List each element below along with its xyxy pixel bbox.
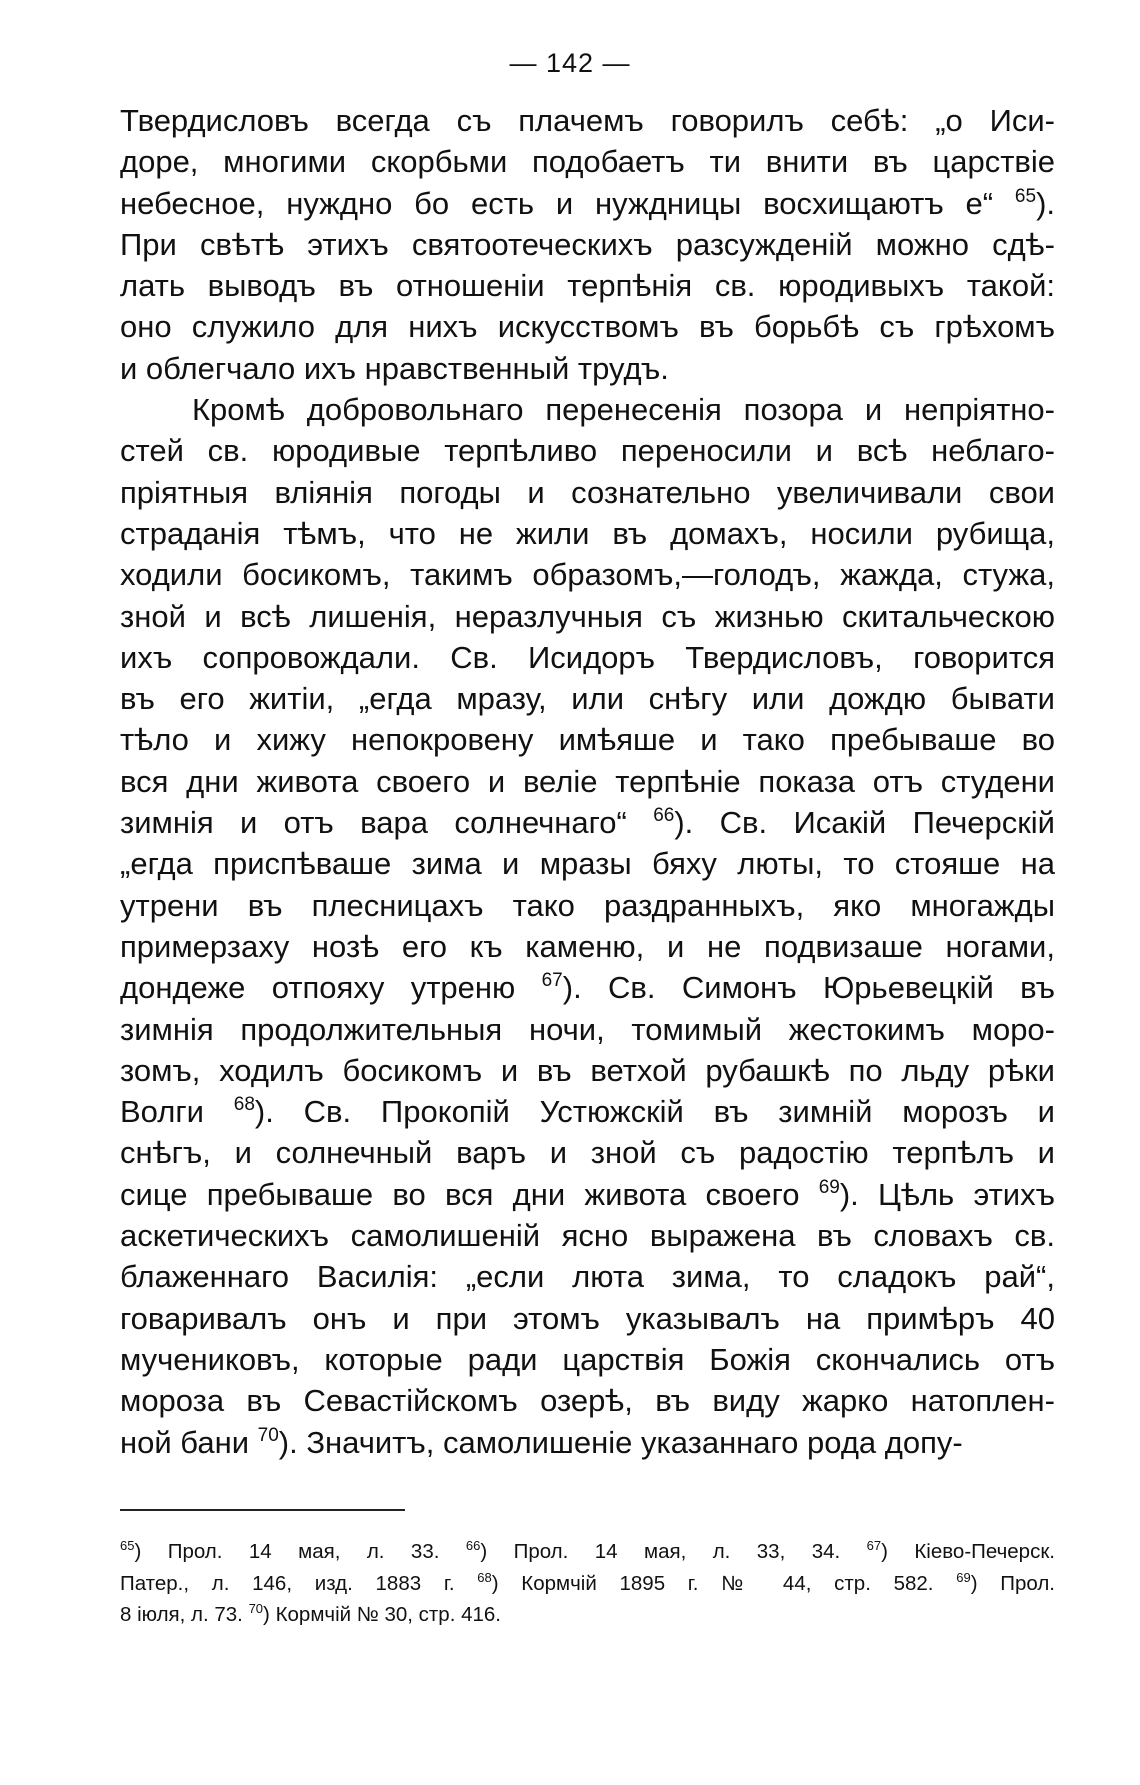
text-run: зной и всѣ лишенія, неразлучныя съ жизнью скитальческою — [120, 598, 1055, 634]
text-run: ) Прол. 14 мая, л. 33. — [134, 1540, 466, 1563]
footnote-marker: 67 — [866, 1538, 882, 1553]
text-line — [120, 1009, 1055, 1050]
text-run: стей св. юродивые терпѣливо переносили и всѣ неблаго- — [120, 433, 1055, 469]
text-run: Волги — [120, 1094, 234, 1130]
text-line — [120, 306, 1055, 347]
text-line — [120, 513, 1055, 554]
text-line — [120, 348, 1055, 389]
text-line — [120, 678, 1055, 719]
text-run: оно служило для нихъ искусствомъ въ борьбѣ съ грѣхомъ — [120, 309, 1055, 345]
text-run: ) Кормчій № 30, стр. 416. — [263, 1603, 501, 1626]
text-run: ихъ сопровождали. Св. Исидоръ Твердисловъ, говорится — [120, 639, 1055, 675]
text-line — [120, 1256, 1055, 1297]
text-run: лать выводъ въ отношеніи терпѣнія св. юродивыхъ такой: — [120, 268, 1055, 304]
text-line — [120, 1215, 1055, 1256]
text-line — [120, 183, 1055, 224]
text-run: и облегчало ихъ нравственный трудъ. — [120, 350, 669, 386]
footnote-marker: 65 — [120, 1538, 135, 1553]
text-run: мороза въ Севастійскомъ озерѣ, въ виду жарко натоплен- — [120, 1383, 1055, 1419]
text-run: ). Св. Прокопій Устюжскій въ зимній морозъ и — [254, 1094, 1055, 1130]
main-text — [120, 100, 1055, 1463]
text-line — [120, 265, 1055, 306]
text-line — [120, 1380, 1055, 1421]
text-line — [120, 554, 1055, 595]
text-line — [120, 1422, 1055, 1463]
text-run: 8 іюля, л. 73. — [120, 1603, 249, 1626]
footnote-marker: 66 — [465, 1538, 481, 1553]
text-line — [120, 389, 1055, 430]
text-run: Патер., л. 146, изд. 1883 г. — [120, 1571, 478, 1595]
text-run: сице пребываше во вся дни живота своего — [120, 1176, 819, 1212]
footnote-marker: 68 — [233, 1094, 255, 1116]
text-run: блаженнаго Василія: „если люта зима, то сладокъ рай“, — [120, 1259, 1055, 1295]
footnote-marker: 68 — [477, 1569, 492, 1585]
footnote-line — [120, 1568, 1055, 1600]
text-line — [120, 1339, 1055, 1380]
footnotes — [120, 1536, 1055, 1631]
text-run: Твердисловъ всегда съ плачемъ говорилъ себѣ: „о Иси- — [120, 103, 1055, 138]
text-line — [120, 967, 1055, 1008]
text-run: ходили босикомъ, такимъ образомъ,—голодъ, жажда, стужа, — [120, 557, 1055, 593]
text-line — [120, 885, 1055, 926]
footnote-marker: 69 — [818, 1176, 840, 1198]
text-line — [120, 1091, 1055, 1132]
text-run: ). — [1036, 185, 1055, 221]
footnote-separator — [120, 1509, 405, 1511]
footnote-marker: 66 — [653, 805, 675, 827]
text-run: небесное, нуждно бо есть и нуждницы восхищаютъ е“ — [120, 185, 1015, 221]
text-line — [120, 637, 1055, 678]
page-number: — 142 — — [509, 48, 631, 78]
text-run: страданія тѣмъ, что не жили въ домахъ, носили рубища, — [120, 515, 1055, 551]
text-run: Кромѣ добровольнаго перенесенія позора и непріятно- — [192, 392, 1055, 428]
text-run: „егда приспѣваше зима и мразы бяху люты, то стояше на — [120, 846, 1055, 882]
text-line — [120, 1298, 1055, 1339]
footnote-marker: 67 — [541, 970, 563, 992]
text-run: ной бани — [120, 1424, 258, 1460]
text-line — [120, 1132, 1055, 1173]
text-run: дондеже отпояху утреню — [120, 970, 542, 1006]
text-line — [120, 472, 1055, 513]
footnote-marker: 70 — [257, 1424, 279, 1446]
text-line — [120, 719, 1055, 760]
text-run: примерзаху нозѣ его къ каменю, и не подвизаше ногами, — [120, 928, 1055, 964]
text-run: говаривалъ онъ и при этомъ указывалъ на примѣръ 40 — [120, 1300, 1055, 1336]
text-run: ). Св. Симонъ Юрьевецкій въ — [562, 970, 1055, 1006]
text-run: ). Св. Исакій Печерскій — [674, 805, 1055, 841]
text-run: доре, многими скорбьми подобаетъ ти внити въ царствіе — [120, 144, 1055, 180]
text-line — [120, 1050, 1055, 1091]
footnote-line — [120, 1599, 1055, 1631]
text-run: мучениковъ, которые ради царствія Божія скончались отъ — [120, 1341, 1055, 1377]
footnote-marker: 65 — [1014, 185, 1037, 207]
text-line — [120, 430, 1055, 471]
text-run: утрени въ плесницахъ тако раздранныхъ, яко многажды — [120, 887, 1055, 923]
text-run: зомъ, ходилъ босикомъ и въ ветхой рубашкѣ по льду рѣки — [120, 1052, 1055, 1088]
text-line — [120, 224, 1055, 265]
text-run: въ его житіи, „егда мразу, или снѣгу или дождю бывати — [120, 681, 1055, 717]
text-line — [120, 843, 1055, 884]
text-run: тѣло и хижу непокровену имѣяше и тако пребываше во — [120, 722, 1055, 758]
text-run: вся дни живота своего и веліе терпѣніе показа отъ студени — [120, 763, 1055, 799]
text-run: аскетическихъ самолишеній ясно выражена въ словахъ св. — [120, 1218, 1055, 1254]
text-line — [120, 761, 1055, 802]
text-run: ) Прол. 14 мая, л. 33, 34. — [480, 1540, 867, 1563]
text-line — [120, 802, 1055, 843]
footnote-marker: 70 — [248, 1601, 264, 1616]
text-run: снѣгъ, и солнечный варъ и зной съ радостію терпѣлъ и — [120, 1135, 1055, 1171]
text-line — [120, 596, 1055, 637]
text-run: ) Кіево-Печерск. — [881, 1540, 1055, 1563]
text-run: зимнія продолжительныя ночи, томимый жестокимъ моро- — [120, 1011, 1055, 1047]
text-line — [120, 100, 1055, 141]
footnote-marker: 69 — [956, 1569, 971, 1585]
text-run: ) Кормчій 1895 г. № 44, стр. 582. — [491, 1571, 957, 1595]
text-run: зимнія и отъ вара солнечнаго“ — [120, 805, 654, 841]
text-line — [120, 1174, 1055, 1215]
text-run: При свѣтѣ этихъ святоотеческихъ разсужденій можно сдѣ- — [120, 226, 1055, 262]
text-run: пріятныя вліянія погоды и сознательно увеличивали свои — [120, 474, 1055, 510]
text-run: ). Цѣль этихъ — [839, 1176, 1055, 1212]
text-run: ). Значитъ, самолишеніе указаннаго рода допу- — [278, 1424, 963, 1460]
footnote-line — [120, 1536, 1055, 1568]
text-run: ) Прол. — [970, 1571, 1055, 1595]
text-line — [120, 141, 1055, 182]
text-line — [120, 926, 1055, 967]
